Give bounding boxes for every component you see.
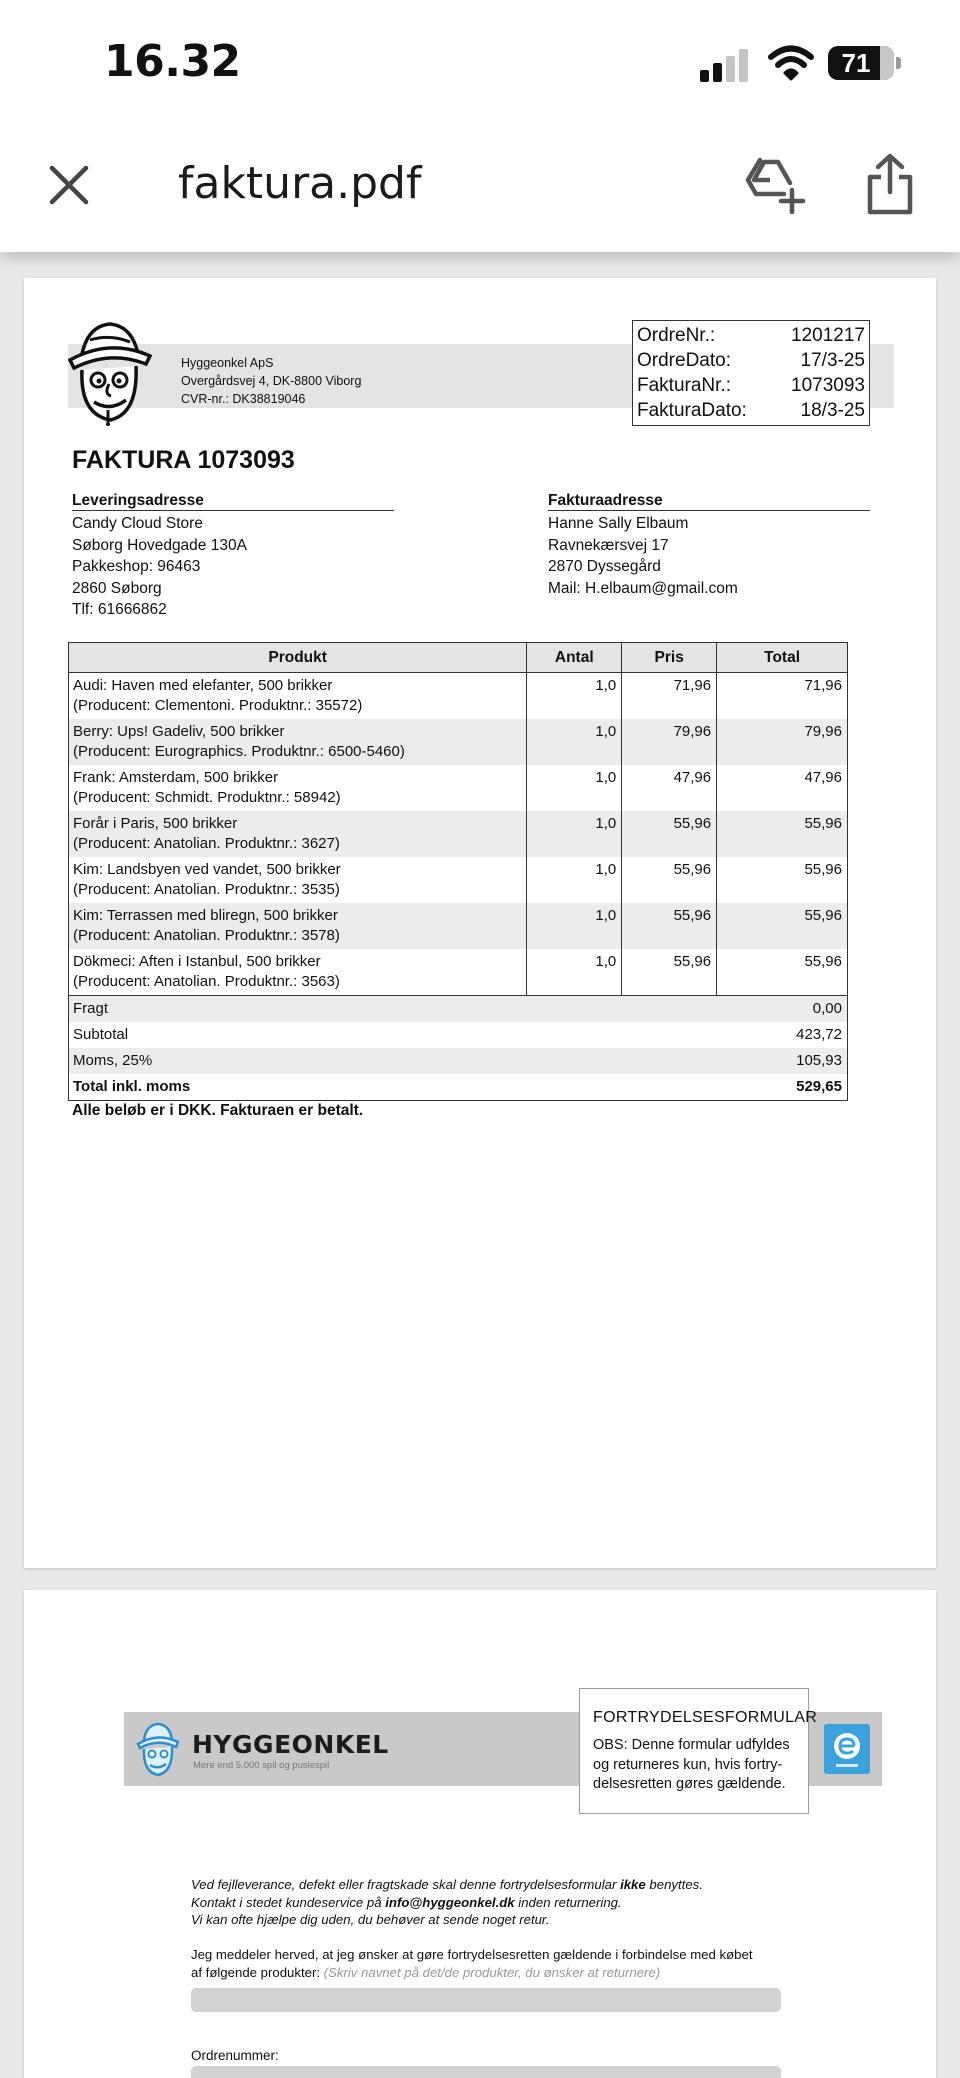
address-line: Pakkeshop: 96463 — [72, 558, 201, 575]
company-info — [181, 354, 361, 408]
intro-emphasis: ikke — [620, 1877, 646, 1892]
qty-cell: 1,0 — [527, 857, 622, 903]
total-cell: 71,96 — [717, 673, 848, 720]
table-header-row — [69, 643, 848, 673]
qty-cell: 1,0 — [527, 765, 622, 811]
table-row — [69, 811, 848, 857]
wifi-icon — [768, 44, 814, 82]
contact-text: Kontakt i stedet kundeservice på — [191, 1894, 386, 1910]
product-producer: (Producent: Anatolian. Produktnr.: 3535) — [73, 881, 340, 898]
meta-value: 17/3-25 — [800, 350, 865, 371]
qty-cell: 1,0 — [527, 811, 622, 857]
product-producer: (Producent: Clementoni. Produktnr.: 35572) — [73, 697, 363, 714]
product-cell — [69, 719, 527, 765]
company-name: Hyggeonkel ApS — [181, 356, 274, 370]
qty-cell: 1,0 — [527, 903, 622, 949]
table-row — [69, 857, 848, 903]
billing-address — [548, 492, 870, 599]
document-title: faktura.pdf — [178, 158, 422, 209]
contact-email-link[interactable]: info@hyggeonkel.dk — [385, 1894, 515, 1910]
summary-label: Fragt — [69, 996, 527, 1023]
table-row — [69, 719, 848, 765]
form-notice-line: delsesretten gøres gældende. — [593, 1776, 786, 1792]
summary-row-total — [69, 1074, 848, 1101]
order-number-label: Ordrenummer: — [191, 2048, 279, 2063]
status-time: 16.32 — [104, 36, 241, 87]
product-name: Audi: Haven med elefanter, 500 brikker — [73, 677, 333, 694]
total-cell: 55,96 — [717, 811, 848, 857]
product-name: Kim: Terrassen med bliregn, 500 brikker — [73, 907, 338, 924]
invoice-title: FAKTURA 1073093 — [72, 446, 295, 474]
battery-empty-segment — [880, 46, 894, 80]
delivery-address — [72, 492, 394, 621]
total-cell: 55,96 — [717, 903, 848, 949]
hyggeonkel-logo — [68, 320, 152, 426]
order-number-input-field[interactable] — [191, 2066, 781, 2078]
company-address: Overgårdsvej 4, DK-8800 Viborg — [181, 374, 362, 388]
products-input-field[interactable] — [191, 1988, 781, 2012]
price-cell: 55,96 — [622, 949, 717, 996]
meta-value: 1201217 — [791, 325, 865, 346]
product-name: Berry: Ups! Gadeliv, 500 brikker — [73, 723, 285, 740]
form-intro — [191, 1876, 703, 1929]
product-name: Forår i Paris, 500 brikker — [73, 815, 238, 832]
product-producer: (Producent: Anatolian. Produktnr.: 3578) — [73, 927, 340, 944]
summary-label: Total inkl. moms — [69, 1074, 527, 1101]
column-header-total: Total — [717, 643, 848, 673]
brand-name: HYGGEONKEL — [192, 1730, 389, 1759]
total-cell: 55,96 — [717, 949, 848, 996]
summary-value: 423,72 — [717, 1022, 848, 1048]
pdf-page-invoice — [24, 278, 936, 1568]
order-number-row — [637, 323, 865, 348]
close-icon[interactable] — [44, 160, 94, 210]
price-cell: 55,96 — [622, 811, 717, 857]
product-cell — [69, 765, 527, 811]
qty-cell: 1,0 — [527, 719, 622, 765]
battery-indicator — [828, 46, 894, 80]
product-producer: (Producent: Schmidt. Produktnr.: 58942) — [73, 789, 341, 806]
contact-text-end: inden returnering. — [514, 1894, 622, 1910]
form-notice-line: og returneres kun, hvis fortry- — [593, 1756, 783, 1773]
summary-value: 105,93 — [717, 1048, 848, 1074]
address-line: Tlf: 61666862 — [72, 601, 167, 618]
product-producer: (Producent: Anatolian. Produktnr.: 3563) — [73, 973, 340, 990]
payment-note: Alle beløb er i DKK. Fakturaen er betalt. — [72, 1102, 364, 1119]
table-row — [69, 765, 848, 811]
help-text: Vi kan ofte hjælpe dig uden, du behøver at sende noget retur. — [191, 1912, 550, 1927]
form-notice — [593, 1736, 796, 1795]
address-line: Søborg Hovedgade 130A — [72, 536, 247, 554]
meta-value: 1073093 — [791, 375, 865, 396]
product-name: Frank: Amsterdam, 500 brikker — [73, 769, 279, 786]
share-icon[interactable] — [864, 152, 916, 216]
add-to-drive-icon[interactable] — [744, 156, 806, 214]
order-info-box — [632, 320, 870, 426]
declaration-line: af følgende produkter: — [191, 1964, 324, 1980]
product-cell — [69, 857, 527, 903]
brand-tagline: Mere end 5.000 spil og puslespil — [193, 1760, 330, 1771]
company-cvr: CVR-nr.: DK38819046 — [181, 392, 306, 406]
price-cell: 55,96 — [622, 857, 717, 903]
table-row — [69, 949, 848, 996]
product-name: Dökmeci: Aften i Istanbul, 500 brikker — [73, 953, 321, 970]
qty-cell: 1,0 — [527, 673, 622, 720]
declaration-hint: (Skriv navnet på det/de produkter, du ønsker at returnere) — [323, 1964, 661, 1980]
column-header-qty: Antal — [527, 643, 622, 673]
summary-row-vat — [69, 1048, 848, 1074]
summary-value: 0,00 — [717, 996, 848, 1023]
product-cell — [69, 811, 527, 857]
product-name: Kim: Landsbyen ved vandet, 500 brikker — [73, 861, 341, 878]
meta-value: 18/3-25 — [800, 400, 865, 421]
address-line: Ravnekærsvej 17 — [548, 536, 669, 554]
table-row — [69, 673, 848, 720]
form-notice-line: OBS: Denne formular udfyldes — [593, 1737, 790, 1753]
summary-value: 529,65 — [717, 1074, 848, 1101]
app-header — [0, 0, 960, 252]
price-cell: 71,96 — [622, 673, 717, 720]
form-title: FORTRYDELSESFORMULAR — [593, 1709, 818, 1726]
address-line: Candy Cloud Store — [72, 515, 203, 532]
summary-row-subtotal — [69, 1022, 848, 1048]
meta-label: FakturaDato: — [637, 400, 747, 421]
declaration-line: Jeg meddeler herved, at jeg ønsker at gøre fortrydelsesretten gældende i forbindelse med købet — [191, 1947, 753, 1962]
cellular-signal-icon — [700, 48, 752, 82]
address-line: Hanne Sally Elbaum — [548, 515, 689, 532]
delivery-address-heading: Leveringsadresse — [72, 492, 394, 511]
price-cell: 55,96 — [622, 903, 717, 949]
e-maerket-badge-icon — [824, 1724, 870, 1774]
total-cell: 55,96 — [717, 857, 848, 903]
qty-cell: 1,0 — [527, 949, 622, 996]
address-line: Mail: H.elbaum@gmail.com — [548, 579, 738, 597]
column-header-price: Pris — [622, 643, 717, 673]
product-cell — [69, 903, 527, 949]
summary-row-freight — [69, 996, 848, 1023]
withdrawal-form-box — [579, 1688, 818, 1814]
invoice-number-row — [637, 373, 865, 398]
pdf-page-withdrawal-form — [24, 1590, 936, 2078]
product-cell — [69, 949, 527, 996]
battery-level: 71 — [841, 47, 871, 78]
order-date-row — [637, 348, 865, 373]
total-cell: 79,96 — [717, 719, 848, 765]
invoice-date-row — [637, 398, 865, 423]
product-producer: (Producent: Eurographics. Produktnr.: 6500-5460) — [73, 743, 405, 760]
invoice-items-table — [68, 642, 848, 1101]
price-cell: 79,96 — [622, 719, 717, 765]
meta-label: OrdreNr.: — [637, 325, 716, 346]
product-cell — [69, 673, 527, 720]
intro-text-end: benyttes. — [645, 1877, 703, 1892]
product-producer: (Producent: Anatolian. Produktnr.: 3627) — [73, 835, 340, 852]
intro-text: Ved fejlleverance, defekt eller fragtskade skal denne fortrydelsesformular — [191, 1877, 621, 1892]
price-cell: 47,96 — [622, 765, 717, 811]
address-line: 2870 Dyssegård — [548, 558, 661, 575]
summary-label: Subtotal — [69, 1022, 527, 1048]
meta-label: OrdreDato: — [637, 350, 731, 371]
hyggeonkel-mascot-icon — [136, 1722, 180, 1778]
billing-address-heading: Fakturaadresse — [548, 492, 870, 511]
table-row — [69, 903, 848, 949]
total-cell: 47,96 — [717, 765, 848, 811]
form-declaration — [191, 1946, 753, 1981]
meta-label: FakturaNr.: — [637, 375, 731, 396]
address-line: 2860 Søborg — [72, 579, 162, 597]
summary-label: Moms, 25% — [69, 1048, 527, 1074]
column-header-product: Produkt — [69, 643, 527, 673]
